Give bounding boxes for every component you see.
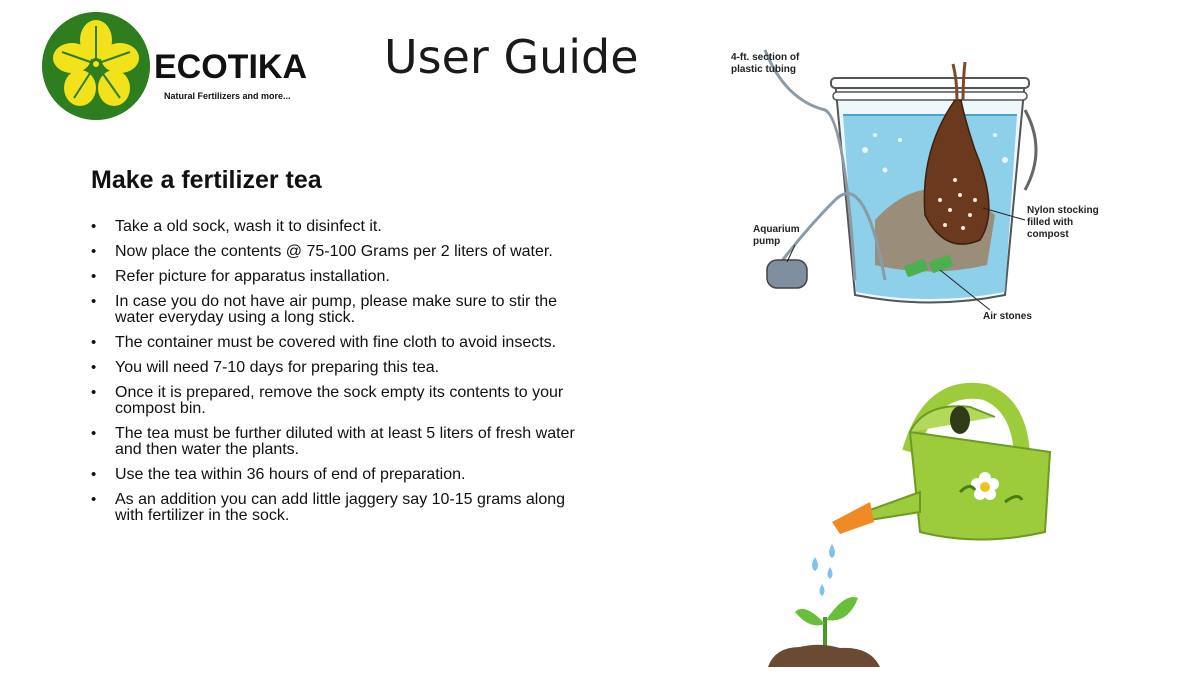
- list-item: • Refer picture for apparatus installation.: [91, 269, 591, 285]
- steps-list: [91, 219, 591, 533]
- brand-logo: [42, 12, 307, 122]
- list-item: • As an addition you can add little jaggery say 10-15 grams along with fertilizer in the sock.: [91, 492, 591, 524]
- label-pump-2: pump: [753, 236, 781, 247]
- list-item: • Take a old sock, wash it to disinfect it.: [91, 219, 591, 235]
- label-tubing-2: plastic tubing: [731, 64, 796, 75]
- list-item: • You will need 7-10 days for preparing this tea.: [91, 360, 591, 376]
- label-air-stones: Air stones: [983, 311, 1032, 322]
- label-stocking-1: Nylon stocking: [1027, 205, 1099, 216]
- hibiscus-logo-icon: [42, 12, 150, 120]
- fertilizer-tea-apparatus-illustration: [725, 40, 1125, 340]
- list-item: • Once it is prepared, remove the sock empty its contents to your compost bin.: [91, 385, 591, 417]
- label-tubing-1: 4-ft. section of: [731, 52, 800, 63]
- label-stocking-3: compost: [1027, 229, 1069, 240]
- list-item: • Now place the contents @ 75-100 Grams per 2 liters of water.: [91, 244, 591, 260]
- list-item: • The container must be covered with fine cloth to avoid insects.: [91, 335, 591, 351]
- page-title: User Guide: [384, 30, 639, 84]
- label-pump-1: Aquarium: [753, 224, 800, 235]
- section-heading: Make a fertilizer tea: [91, 166, 322, 194]
- label-stocking-2: filled with: [1027, 217, 1074, 228]
- list-item: • The tea must be further diluted with at least 5 liters of fresh water and then water the plants.: [91, 426, 591, 458]
- brand-tagline: Natural Fertilizers and more...: [164, 91, 291, 101]
- watering-can-illustration: [760, 362, 1060, 670]
- list-item: • Use the tea within 36 hours of end of preparation.: [91, 467, 591, 483]
- brand-name: ECOTIKA: [154, 48, 307, 86]
- list-item: • In case you do not have air pump, please make sure to stir the water everyday using a long stick.: [91, 294, 591, 326]
